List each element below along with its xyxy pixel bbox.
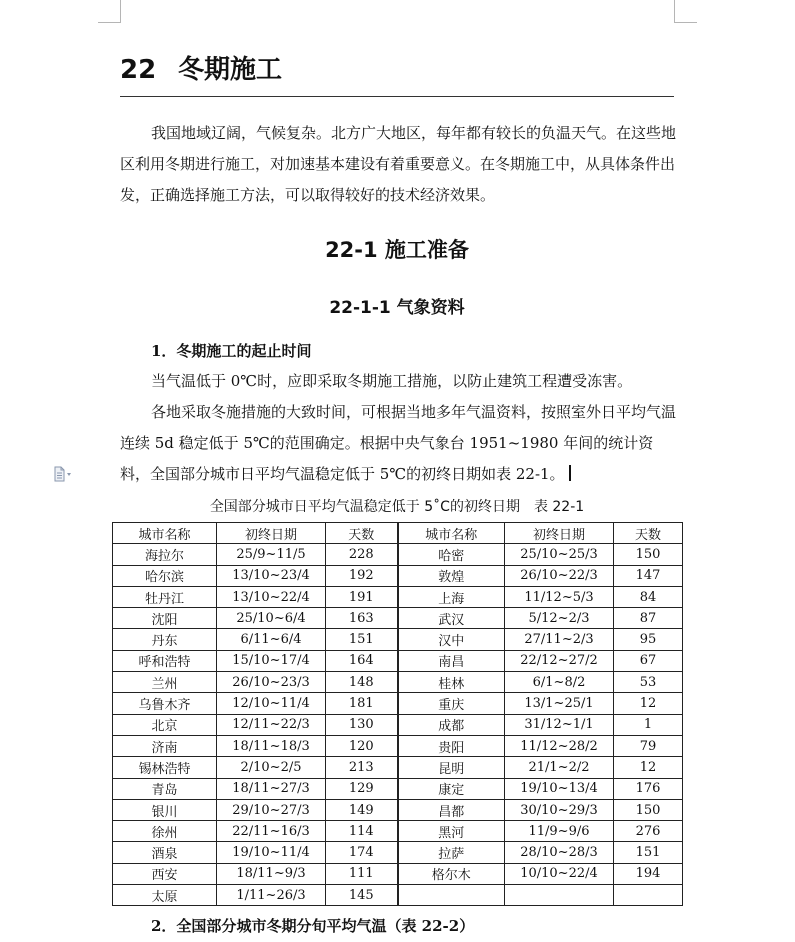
city-cell: 重庆 [398,693,505,714]
city-cell: 昆明 [398,757,505,778]
city-cell: 青岛 [113,778,217,799]
days-cell: 151 [326,629,398,650]
page-corner-mark-left [98,0,121,23]
freeze-dates-table [112,522,683,906]
days-cell: 12 [614,757,683,778]
item-1-paragraph-2-text: 各地采取冬施措施的大致时间，可根据当地多年气温资料，按照室外日平均气温连续 5d 稳定低于 5℃的范围确定。根据中央气象台 1951~1980 年间的统计资料，全国部分城市日平均气温稳定低于 5℃的初终日期如表 22-1。 [120,403,677,483]
dates-cell: 2/10~2/5 [217,757,326,778]
days-cell: 181 [326,693,398,714]
days-cell: 276 [614,821,683,842]
days-cell: 12 [614,693,683,714]
city-cell: 太原 [113,885,217,906]
dates-cell: 13/10~22/4 [217,586,326,607]
days-cell: 53 [614,672,683,693]
section-heading: 22-1 施工准备 [325,238,469,262]
dates-cell: 6/11~6/4 [217,629,326,650]
dates-cell: 13/1~25/1 [505,693,614,714]
subsection-heading: 22-1-1 气象资料 [329,298,465,318]
dates-cell: 1/11~26/3 [217,885,326,906]
days-cell: 228 [326,544,398,565]
days-cell: 84 [614,586,683,607]
table-row [113,565,683,586]
dates-cell: 26/10~23/3 [217,672,326,693]
table-row [113,757,683,778]
city-cell: 拉萨 [398,842,505,863]
days-cell: 129 [326,778,398,799]
days-cell: 194 [614,863,683,884]
days-cell: 147 [614,565,683,586]
city-cell: 沈阳 [113,608,217,629]
city-cell: 贵阳 [398,735,505,756]
dates-cell: 6/1~8/2 [505,672,614,693]
city-cell: 乌鲁木齐 [113,693,217,714]
table-row [113,821,683,842]
days-cell: 120 [326,735,398,756]
city-cell: 康定 [398,778,505,799]
table-row [113,714,683,735]
city-cell: 武汉 [398,608,505,629]
table-row [113,650,683,671]
item-1-heading: 1．冬期施工的起止时间 [151,342,312,360]
days-cell: 130 [326,714,398,735]
days-cell: 151 [614,842,683,863]
dates-cell: 25/10~6/4 [217,608,326,629]
dates-cell: 22/11~16/3 [217,821,326,842]
table-header-row [113,523,683,544]
city-cell: 成都 [398,714,505,735]
days-cell: 150 [614,799,683,820]
dates-cell: 19/10~13/4 [505,778,614,799]
dates-cell: 15/10~17/4 [217,650,326,671]
days-cell: 1 [614,714,683,735]
city-cell: 哈密 [398,544,505,565]
days-cell: 149 [326,799,398,820]
dates-cell: 28/10~28/3 [505,842,614,863]
days-cell: 67 [614,650,683,671]
table-row [113,629,683,650]
city-cell: 汉中 [398,629,505,650]
city-cell: 酒泉 [113,842,217,863]
days-cell: 150 [614,544,683,565]
days-cell: 87 [614,608,683,629]
item-2-heading: 2．全国部分城市冬期分旬平均气温（表 22-2） [151,917,475,935]
header-dates-1: 初终日期 [217,523,326,544]
header-days-1: 天数 [326,523,398,544]
dates-cell [505,885,614,906]
table-caption: 全国部分城市日平均气温稳定低于 5˚C的初终日期 表 22-1 [209,499,585,515]
city-cell: 北京 [113,714,217,735]
dates-cell: 5/12~2/3 [505,608,614,629]
dates-cell: 19/10~11/4 [217,842,326,863]
header-city-1: 城市名称 [113,523,217,544]
table-row [113,863,683,884]
days-cell: 164 [326,650,398,671]
days-cell: 163 [326,608,398,629]
city-cell: 格尔木 [398,863,505,884]
city-cell: 济南 [113,735,217,756]
days-cell: 114 [326,821,398,842]
table-row [113,672,683,693]
table-row [113,778,683,799]
dates-cell: 11/12~5/3 [505,586,614,607]
table-row [113,544,683,565]
days-cell: 176 [614,778,683,799]
dates-cell: 31/12~1/1 [505,714,614,735]
dates-cell: 11/9~9/6 [505,821,614,842]
chapter-heading [120,50,674,97]
table-row [113,799,683,820]
dates-cell: 10/10~22/4 [505,863,614,884]
header-dates-2: 初终日期 [505,523,614,544]
dates-cell: 29/10~27/3 [217,799,326,820]
dates-cell: 21/1~2/2 [505,757,614,778]
page-corner-mark-right [674,0,697,23]
city-cell: 银川 [113,799,217,820]
dates-cell: 18/11~27/3 [217,778,326,799]
item-1-paragraph-1: 当气温低于 0℃时，应即采取冬期施工措施，以防止建筑工程遭受冻害。 [151,372,633,390]
city-cell: 黑河 [398,821,505,842]
city-cell: 海拉尔 [113,544,217,565]
days-cell: 191 [326,586,398,607]
table-row [113,735,683,756]
text-cursor [569,465,571,481]
header-city-2: 城市名称 [398,523,505,544]
days-cell: 95 [614,629,683,650]
dates-cell: 18/11~9/3 [217,863,326,884]
table-row [113,693,683,714]
dates-cell: 25/9~11/5 [217,544,326,565]
document-options-icon[interactable] [53,466,73,482]
city-cell: 锡林浩特 [113,757,217,778]
city-cell: 丹东 [113,629,217,650]
dates-cell: 26/10~22/3 [505,565,614,586]
city-cell: 桂林 [398,672,505,693]
table-row [113,842,683,863]
dates-cell: 25/10~25/3 [505,544,614,565]
city-cell: 昌都 [398,799,505,820]
city-cell [398,885,505,906]
city-cell: 徐州 [113,821,217,842]
dates-cell: 30/10~29/3 [505,799,614,820]
city-cell: 牡丹江 [113,586,217,607]
intro-paragraph: 我国地域辽阔，气候复杂。北方广大地区，每年都有较长的负温天气。在这些地区利用冬期进行施工，对加速基本建设有着重要意义。在冬期施工中，从具体条件出发，正确选择施工方法，可以取得较好的技术经济效果。 [120,124,677,204]
city-cell: 兰州 [113,672,217,693]
city-cell: 西安 [113,863,217,884]
days-cell: 213 [326,757,398,778]
dates-cell: 18/11~18/3 [217,735,326,756]
dates-cell: 11/12~28/2 [505,735,614,756]
table-row [113,885,683,906]
dates-cell: 12/11~22/3 [217,714,326,735]
days-cell [614,885,683,906]
city-cell: 哈尔滨 [113,565,217,586]
city-cell: 南昌 [398,650,505,671]
dates-cell: 27/11~2/3 [505,629,614,650]
header-days-2: 天数 [614,523,683,544]
days-cell: 79 [614,735,683,756]
table-row [113,586,683,607]
days-cell: 111 [326,863,398,884]
chapter-title: 冬期施工 [178,55,283,85]
city-cell: 上海 [398,586,505,607]
days-cell: 192 [326,565,398,586]
dates-cell: 13/10~23/4 [217,565,326,586]
table-row [113,608,683,629]
days-cell: 145 [326,885,398,906]
item-1-paragraph-2 [120,397,676,490]
city-cell: 敦煌 [398,565,505,586]
city-cell: 呼和浩特 [113,650,217,671]
dates-cell: 22/12~27/2 [505,650,614,671]
days-cell: 174 [326,842,398,863]
days-cell: 148 [326,672,398,693]
chapter-number: 22 [120,55,157,85]
dates-cell: 12/10~11/4 [217,693,326,714]
